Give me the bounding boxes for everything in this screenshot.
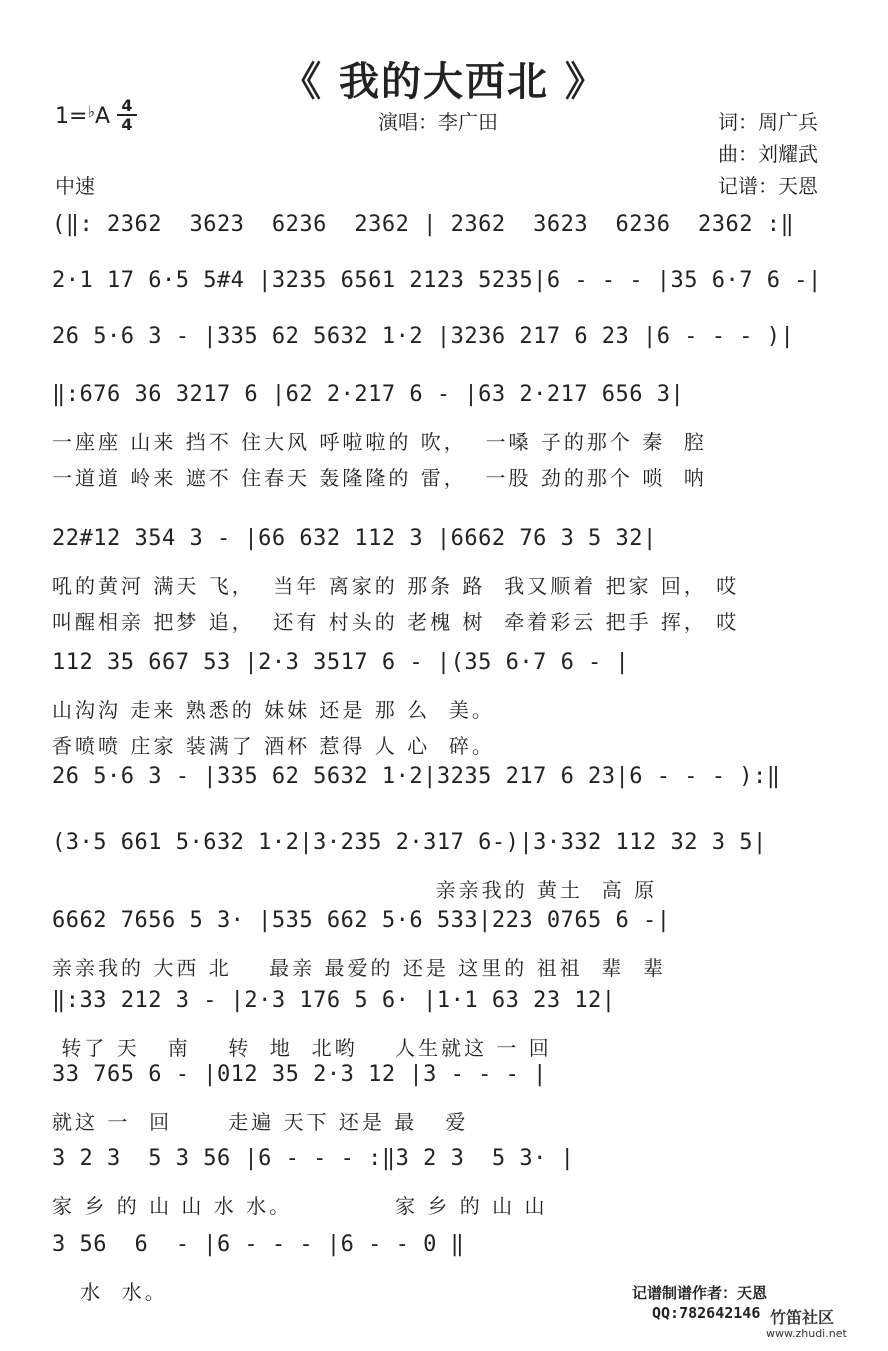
watermark-url: www.zhudi.net xyxy=(766,1327,847,1340)
score-row: 3 2 3 5 3 56 |6 - - - :‖3 2 3 5 3· | xyxy=(52,1146,575,1171)
transcriber: 记谱：天恩 xyxy=(718,174,818,198)
key-note: A xyxy=(94,104,111,129)
score-row: 22#12 354 3 - |66 632 112 3 |6662 76 3 5 32| xyxy=(52,526,657,551)
lyric-line: 一座座 山来 挡不 住大风 呼啦啦的 吹， 一嗓 子的那个 秦 腔 xyxy=(52,430,707,454)
lyric-line: 香喷喷 庄家 装满了 酒杯 惹得 人 心 碎。 xyxy=(52,734,495,758)
lyric-line: 一道道 岭来 遮不 住春天 轰隆隆的 雷， 一股 劲的那个 唢 呐 xyxy=(52,466,707,490)
score-row: (‖: 2362 3623 6236 2362 | 2362 3623 6236 2362 :‖ xyxy=(52,212,795,237)
lyricist: 词：周广兵 xyxy=(718,110,818,134)
credit-qq: QQ:782642146 xyxy=(652,1304,761,1322)
lyric-line: 转了 天 南 转 地 北哟 人生就这 一 回 xyxy=(52,1036,552,1060)
score-row: 112 35 667 53 |2·3 3517 6 - |(35 6·7 6 - | xyxy=(52,650,630,675)
credit-author: 记谱制谱作者：天恩 xyxy=(632,1284,768,1302)
lyric-line: 山沟沟 走来 熟悉的 妹妹 还是 那 么 美。 xyxy=(52,698,495,722)
lyric-line: 就这 一 回 走遍 天下 还是 最 爱 xyxy=(52,1110,469,1134)
song-title: 《 我的大西北 》 xyxy=(281,59,607,105)
lyric-line: 叫醒相亲 把梦 追， 还有 村头的 老槐 树 牵着彩云 把手 挥， 哎 xyxy=(52,610,740,634)
time-top: 4 xyxy=(121,96,133,115)
score-row: 26 5·6 3 - |335 62 5632 1·2|3235 217 6 23|6 - - - ):‖ xyxy=(52,764,781,789)
time-bottom: 4 xyxy=(121,115,133,134)
lyric-line: 水 水。 xyxy=(52,1280,168,1304)
composer: 曲：刘耀武 xyxy=(718,142,818,166)
score-row: 26 5·6 3 - |335 62 5632 1·2 |3236 217 6 23 |6 - - - )| xyxy=(52,324,795,349)
key-prefix: 1= xyxy=(55,104,88,129)
score-row: ‖:33 212 3 - |2·3 176 5 6· |1·1 63 23 12| xyxy=(52,988,616,1013)
score-row: 6662 7656 5 3· |535 662 5·6 533|223 0765 6 -| xyxy=(52,908,671,933)
score-row: 3 56 6 - |6 - - - |6 - - 0 ‖ xyxy=(52,1232,465,1257)
lyric-line: 亲亲我的 黄土 高 原 xyxy=(52,878,658,902)
score-row: 33 765 6 - |012 35 2·3 12 |3 - - - | xyxy=(52,1062,547,1087)
score-row: 2·1 17 6·5 5#4 |3235 6561 2123 5235|6 - - - |35 6·7 6 -| xyxy=(52,268,822,293)
key-signature xyxy=(55,102,110,129)
score-row: (3·5 661 5·632 1·2|3·235 2·317 6-)|3·332 112 32 3 5| xyxy=(52,830,767,855)
flat-sign: ♭ xyxy=(87,102,95,121)
lyric-line: 亲亲我的 大西 北 最亲 最爱的 还是 这里的 祖祖 辈 辈 xyxy=(52,956,667,980)
lyric-line: 吼的黄河 满天 飞， 当年 离家的 那条 路 我又顺着 把家 回， 哎 xyxy=(52,574,740,598)
singer: 演唱：李广田 xyxy=(378,110,498,134)
watermark-name: 竹笛社区 xyxy=(770,1308,835,1327)
tempo: 中速 xyxy=(55,174,95,198)
score-row: ‖:676 36 3217 6 |62 2·217 6 - |63 2·217 656 3| xyxy=(52,382,685,407)
lyric-line: 家 乡 的 山 山 水 水。 家 乡 的 山 山 xyxy=(52,1194,548,1218)
time-signature xyxy=(117,98,137,132)
